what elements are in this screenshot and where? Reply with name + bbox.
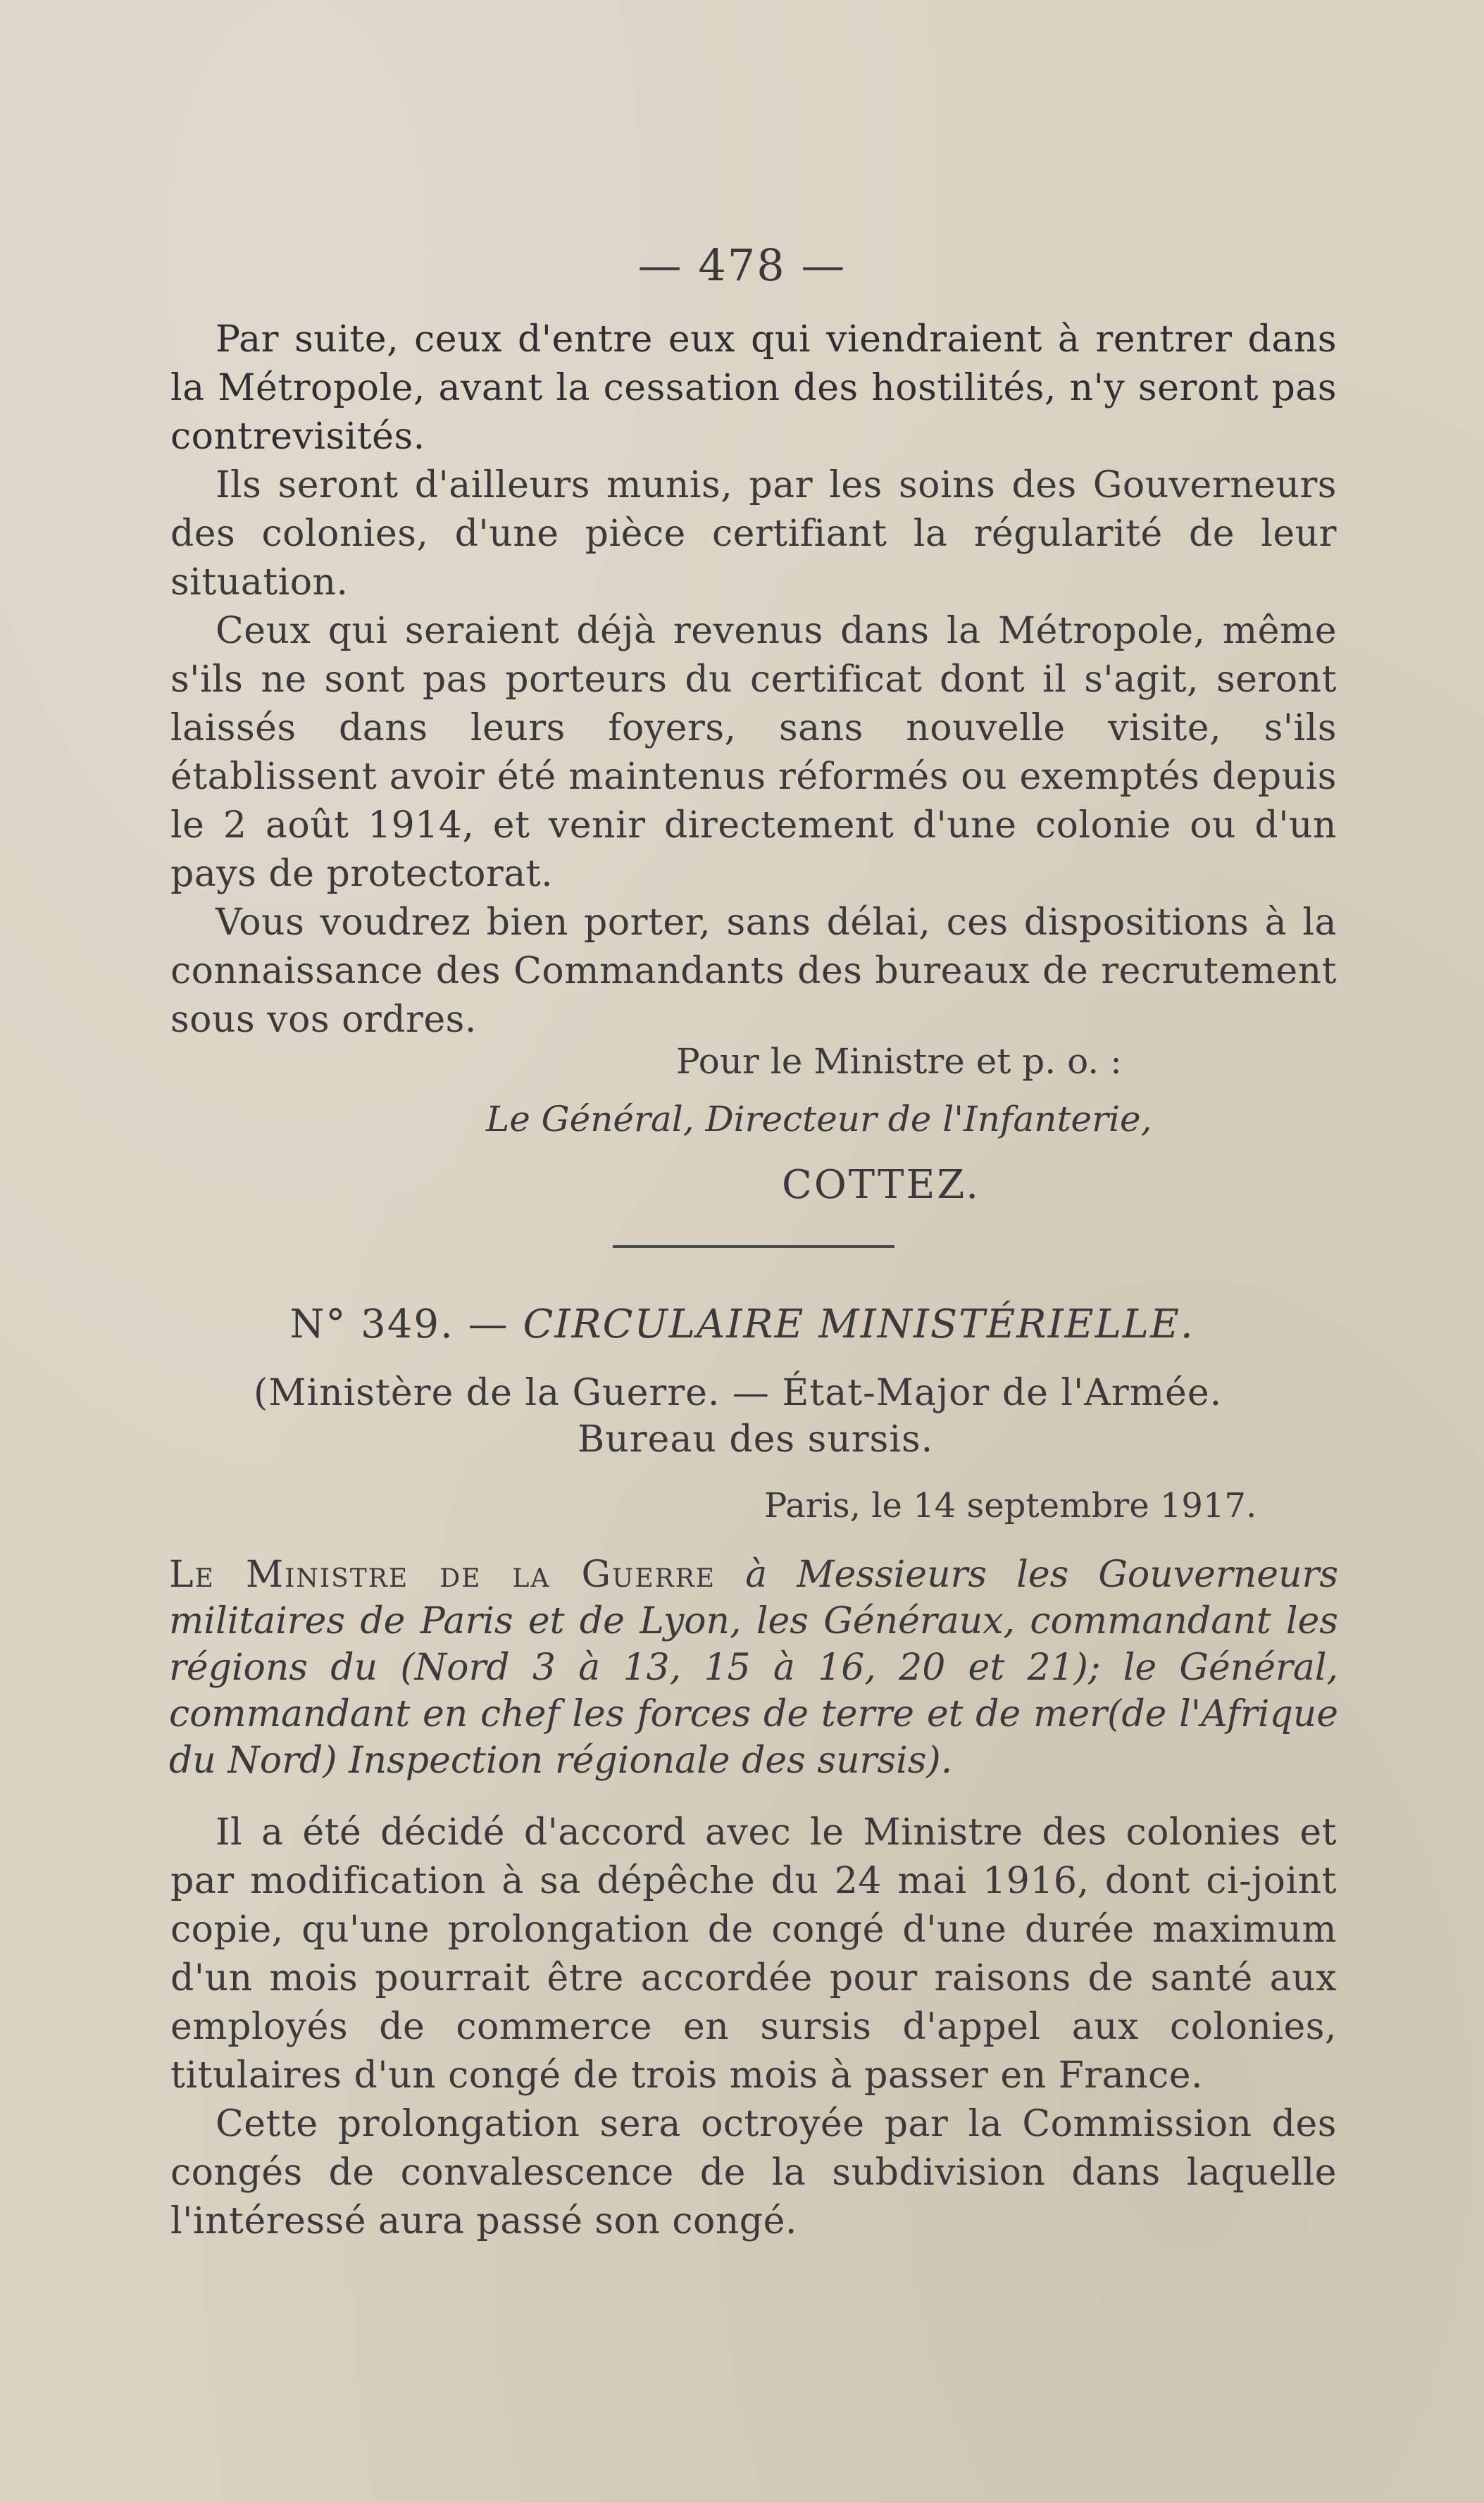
first-letter-body [170, 316, 1337, 1044]
ministry-header [254, 1370, 1310, 1463]
paragraph: Cette prolongation sera octroyée par la Commission des congés de convalescence de la subdivision dans laquelle l'intéressé aura passé son congé. [170, 2103, 1337, 2242]
addressee-block [169, 1552, 1338, 1784]
sender: Le Ministre de la Guerre [169, 1554, 716, 1596]
paragraph: Ceux qui seraient déjà revenus dans la Métropole, même s'ils ne sont pas porteurs du certificat dont il s'agit, seront laissés dans leurs foyers, sans nouvelle visite, s'ils établissent avoir été maintenus réformés ou exemptés depuis le 2 août 1914, et venir directement d'une colonie ou d'un pays de protectorat. [170, 610, 1337, 895]
circular-heading [0, 1302, 1484, 1347]
paragraph: Vous voudrez bien porter, sans délai, ces dispositions à la connaissance des Commandants des bureaux de recrutement sous vos ordres. [170, 901, 1337, 1041]
section-divider [613, 1245, 894, 1248]
circular-title: CIRCULAIRE MINISTÉRIELLE. [523, 1302, 1195, 1347]
place-date: Paris, le 14 septembre 1917. [764, 1486, 1257, 1525]
bureau-line: Bureau des sursis. [578, 1418, 934, 1461]
ministry-line: (Ministère de la Guerre. — État-Major de l'Armée. [254, 1372, 1223, 1414]
paragraph: Il a été décidé d'accord avec le Ministre des colonies et par modification à sa dépêche du 24 mai 1916, dont ci-joint copie, qu'une prolongation de congé d'une durée maximum d'un mois pourrait être accordée pour raisons de santé aux employés de commerce en sursis d'appel aux colonies, titulaires d'un congé de trois mois à passer en France. [170, 1811, 1337, 2097]
page-number: — 478 — [637, 239, 847, 291]
signature-title: Le Général, Directeur de l'Infanterie, [486, 1099, 1152, 1140]
signature-line: Pour le Ministre et p. o. : [676, 1041, 1122, 1082]
paragraph: Ils seront d'ailleurs munis, par les soins des Gouverneurs des colonies, d'une pièce certifiant la régularité de leur situation. [170, 464, 1337, 604]
circular-number: N° 349. — [289, 1302, 509, 1347]
circular-body [170, 1809, 1337, 2246]
paragraph: Par suite, ceux d'entre eux qui viendraient à rentrer dans la Métropole, avant la cessation des hostilités, n'y seront pas contrevisités. [170, 318, 1337, 458]
recipients: à Messieurs les Gouverneurs militaires de Paris et de Lyon, les Généraux, commandant les régions du (Nord 3 à 13, 15 à 16, 20 et 21); le Général, commandant en chef les forces de terre et de mer(de l'Afrique du Nord) Inspection régionale des sursis). [169, 1554, 1338, 1782]
signature-name: COTTEZ. [782, 1162, 981, 1208]
